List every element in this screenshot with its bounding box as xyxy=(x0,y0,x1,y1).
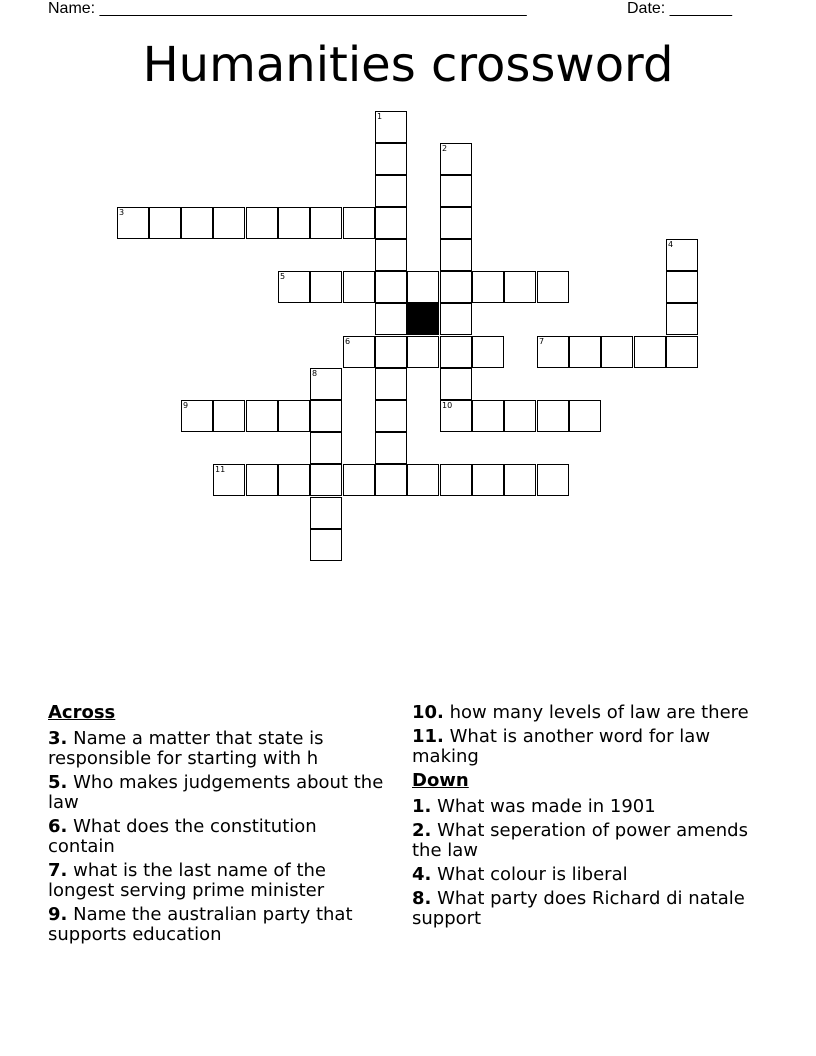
grid-cell[interactable] xyxy=(666,303,698,335)
grid-cell[interactable] xyxy=(375,464,407,496)
grid-cell[interactable] xyxy=(440,175,472,207)
grid-cell-11[interactable] xyxy=(213,464,245,496)
grid-cell[interactable] xyxy=(375,368,407,400)
clue-number: 4. xyxy=(412,864,432,885)
clue-text: What does the constitution contain xyxy=(48,816,317,857)
grid-cell[interactable] xyxy=(375,143,407,175)
grid-cell[interactable] xyxy=(246,400,278,432)
grid-cell[interactable] xyxy=(537,271,569,303)
grid-cell[interactable] xyxy=(407,464,439,496)
grid-cell[interactable] xyxy=(246,464,278,496)
grid-cell[interactable] xyxy=(213,400,245,432)
clue-down-4 xyxy=(412,865,752,885)
grid-cell[interactable] xyxy=(375,175,407,207)
clue-number: 11. xyxy=(412,726,444,747)
clue-number: 6. xyxy=(48,816,68,837)
clue-across-5 xyxy=(48,773,388,813)
clue-text: Who makes judgements about the law xyxy=(48,772,384,813)
cell-number: 4 xyxy=(668,240,674,249)
grid-cell[interactable] xyxy=(375,400,407,432)
clue-number: 9. xyxy=(48,904,68,925)
cell-number: 8 xyxy=(312,369,318,378)
grid-cell[interactable] xyxy=(440,271,472,303)
clue-text: What colour is liberal xyxy=(437,864,628,885)
grid-cell[interactable] xyxy=(375,207,407,239)
grid-cell[interactable] xyxy=(278,464,310,496)
clue-down-2 xyxy=(412,821,752,861)
name-blank[interactable]: ________________________________________________ xyxy=(99,0,527,17)
grid-cell[interactable] xyxy=(343,271,375,303)
grid-cell[interactable] xyxy=(569,336,601,368)
grid-cell[interactable] xyxy=(601,336,633,368)
grid-cell[interactable] xyxy=(440,336,472,368)
clue-number: 10. xyxy=(412,702,444,723)
grid-cell[interactable] xyxy=(407,271,439,303)
clue-across-7 xyxy=(48,861,388,901)
down-heading: Down xyxy=(412,770,469,791)
grid-cell[interactable] xyxy=(310,464,342,496)
clue-number: 3. xyxy=(48,728,68,749)
grid-cell[interactable] xyxy=(278,400,310,432)
grid-cell[interactable] xyxy=(537,400,569,432)
grid-cell[interactable] xyxy=(375,271,407,303)
cell-number: 5 xyxy=(280,272,286,281)
grid-cell-10[interactable] xyxy=(440,400,472,432)
clue-text: What was made in 1901 xyxy=(437,796,656,817)
cell-number: 10 xyxy=(442,401,453,410)
name-label: Name: xyxy=(48,0,96,17)
grid-cell[interactable] xyxy=(310,400,342,432)
clue-text: how many levels of law are there xyxy=(449,702,749,723)
grid-cell[interactable] xyxy=(440,303,472,335)
clue-text: Name the australian party that supports education xyxy=(48,904,353,945)
grid-cell[interactable] xyxy=(569,400,601,432)
clue-text: what is the last name of the longest serving prime minister xyxy=(48,860,326,901)
grid-cell[interactable] xyxy=(472,336,504,368)
grid-cell[interactable] xyxy=(310,497,342,529)
grid-cell-4[interactable] xyxy=(666,239,698,271)
cell-number: 1 xyxy=(377,112,383,121)
clue-across-9 xyxy=(48,905,388,945)
grid-cell-9[interactable] xyxy=(181,400,213,432)
grid-cell[interactable] xyxy=(537,464,569,496)
grid-cell[interactable] xyxy=(472,271,504,303)
grid-cell[interactable] xyxy=(375,336,407,368)
grid-cell[interactable] xyxy=(375,239,407,271)
grid-cell-5[interactable] xyxy=(278,271,310,303)
grid-cell[interactable] xyxy=(310,207,342,239)
clue-across-10 xyxy=(412,703,752,723)
clue-across-3 xyxy=(48,729,388,769)
grid-cell[interactable] xyxy=(149,207,181,239)
clue-text: What party does Richard di natale support xyxy=(412,888,745,929)
grid-cell[interactable] xyxy=(343,464,375,496)
clue-down-1 xyxy=(412,797,752,817)
grid-cell-8[interactable] xyxy=(310,368,342,400)
clue-number: 7. xyxy=(48,860,68,881)
date-label: Date: xyxy=(627,0,666,17)
clue-text: What is another word for law making xyxy=(412,726,711,767)
black-cell xyxy=(407,303,439,335)
grid-cell[interactable] xyxy=(440,239,472,271)
cell-number: 6 xyxy=(345,337,351,346)
clue-across-6 xyxy=(48,817,388,857)
clue-text: What seperation of power amends the law xyxy=(412,820,748,861)
clues-column-right xyxy=(412,703,752,933)
clue-across-11 xyxy=(412,727,752,767)
grid-cell-1[interactable] xyxy=(375,111,407,143)
grid-cell[interactable] xyxy=(666,336,698,368)
cell-number: 9 xyxy=(183,401,189,410)
grid-cell-6[interactable] xyxy=(343,336,375,368)
across-heading: Across xyxy=(48,702,116,723)
page-title: Humanities crossword xyxy=(142,37,674,93)
grid-cell[interactable] xyxy=(278,207,310,239)
grid-cell[interactable] xyxy=(440,207,472,239)
grid-cell-7[interactable] xyxy=(537,336,569,368)
grid-cell[interactable] xyxy=(666,271,698,303)
cell-number: 3 xyxy=(119,208,125,217)
grid-cell-2[interactable] xyxy=(440,143,472,175)
grid-cell[interactable] xyxy=(310,271,342,303)
clue-down-8 xyxy=(412,889,752,929)
grid-cell[interactable] xyxy=(472,464,504,496)
grid-cell[interactable] xyxy=(375,432,407,464)
grid-cell[interactable] xyxy=(375,303,407,335)
cell-number: 7 xyxy=(539,337,545,346)
cell-number: 11 xyxy=(215,465,226,474)
grid-cell[interactable] xyxy=(634,336,666,368)
grid-cell[interactable] xyxy=(310,432,342,464)
grid-cell[interactable] xyxy=(440,368,472,400)
grid-cell[interactable] xyxy=(246,207,278,239)
grid-cell[interactable] xyxy=(504,271,536,303)
grid-cell[interactable] xyxy=(343,207,375,239)
grid-cell[interactable] xyxy=(440,464,472,496)
grid-cell[interactable] xyxy=(504,400,536,432)
grid-cell[interactable] xyxy=(310,529,342,561)
grid-cell-3[interactable] xyxy=(117,207,149,239)
cell-number: 2 xyxy=(442,144,448,153)
clue-number: 5. xyxy=(48,772,68,793)
grid-cell[interactable] xyxy=(472,400,504,432)
clues-column-left xyxy=(48,703,388,949)
clue-number: 2. xyxy=(412,820,432,841)
clue-text: Name a matter that state is responsible for starting with h xyxy=(48,728,324,769)
clue-number: 1. xyxy=(412,796,432,817)
grid-cell[interactable] xyxy=(213,207,245,239)
grid-cell[interactable] xyxy=(504,464,536,496)
grid-cell[interactable] xyxy=(181,207,213,239)
clue-number: 8. xyxy=(412,888,432,909)
grid-cell[interactable] xyxy=(407,336,439,368)
date-blank[interactable]: _______ xyxy=(669,0,732,17)
